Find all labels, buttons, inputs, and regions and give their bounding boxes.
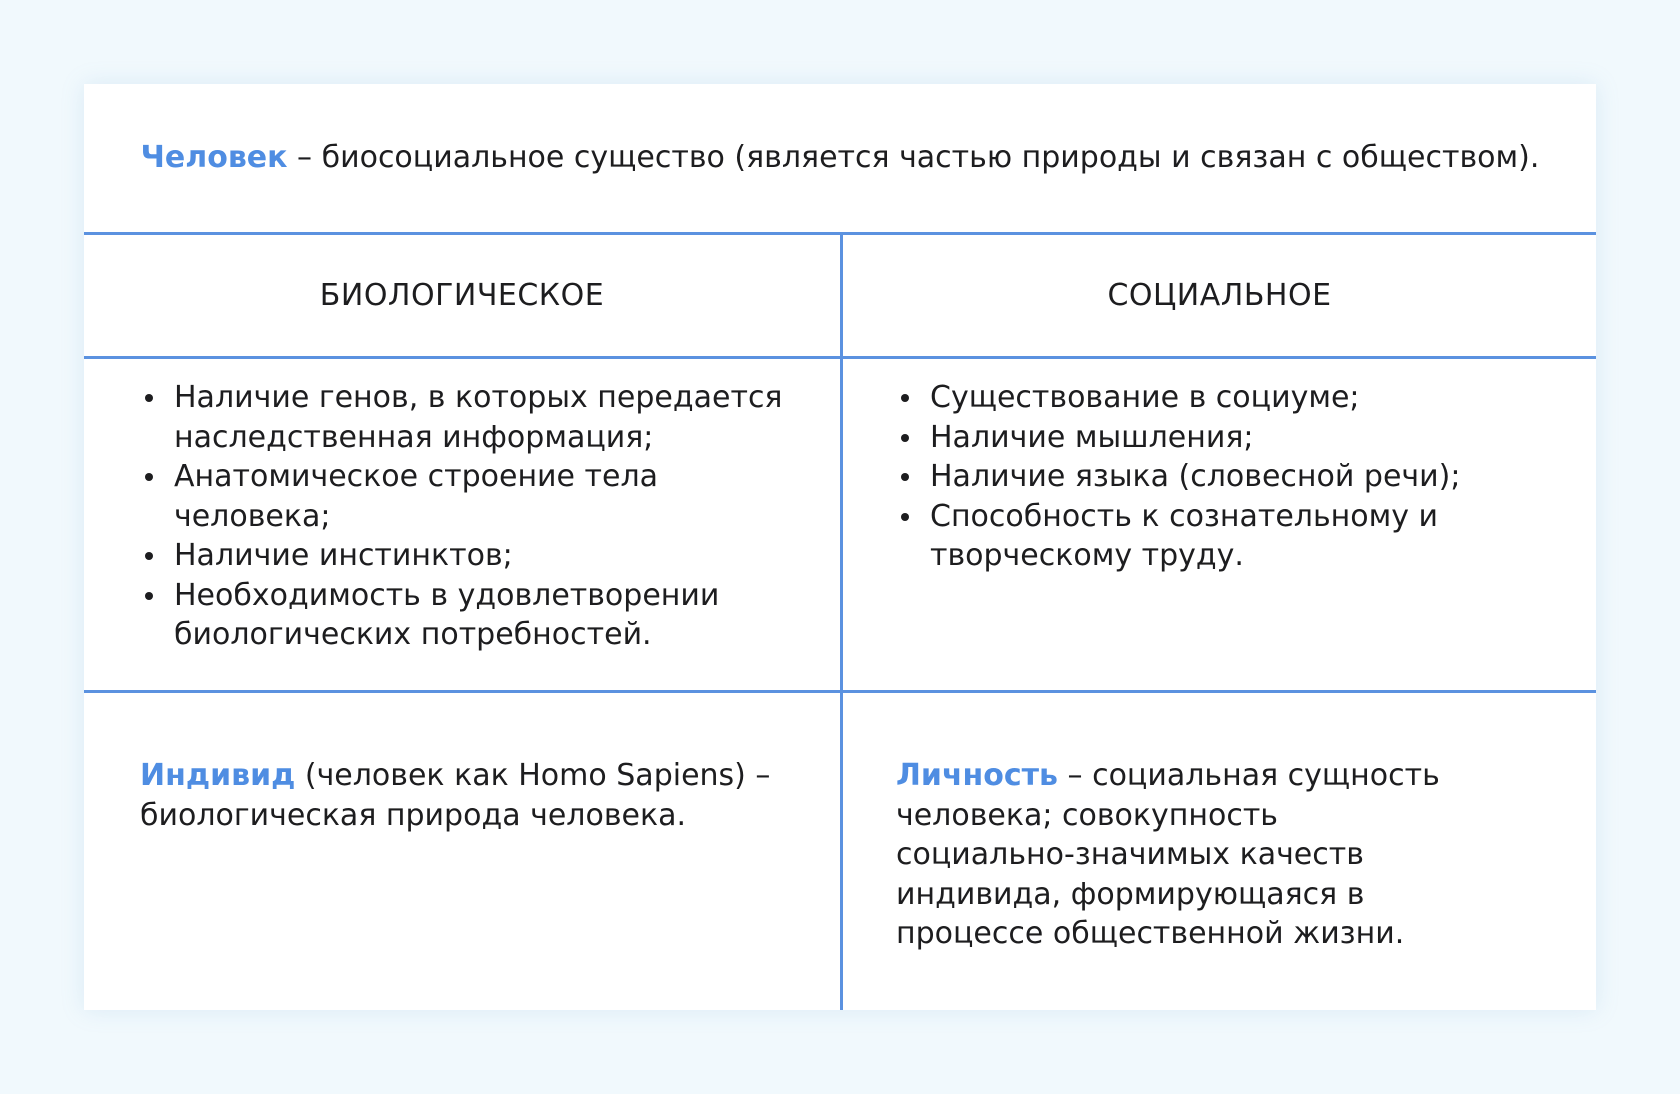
- personality-term: Личность: [896, 758, 1059, 793]
- list-item: Наличие языка (словесной речи);: [898, 457, 1558, 497]
- list-item: Наличие генов, в которых передается наследственная информация;: [142, 378, 802, 457]
- definition-row: [84, 84, 1596, 232]
- list-item: Наличие инстинктов;: [142, 536, 802, 576]
- social-list: [898, 378, 1558, 576]
- individual-term: Индивид: [140, 758, 296, 793]
- definition-text: [141, 138, 1540, 178]
- biological-list: [142, 378, 802, 655]
- list-item: Анатомическое строение тела человека;: [142, 457, 802, 536]
- definition-term: Человек: [140, 140, 288, 175]
- header-biological: БИОЛОГИЧЕСКОЕ: [319, 278, 605, 313]
- list-item: Существование в социуме;: [898, 378, 1558, 418]
- personality-text: – социальная сущность человека; совокупность социально-значимых качеств индивида, формирующаяся в процессе общественной жизни.: [896, 758, 1440, 951]
- list-item: Необходимость в удовлетворении биологических потребностей.: [142, 576, 802, 655]
- individual-text: (человек как Homo Sapiens) – биологическая природа человека.: [140, 758, 771, 833]
- comparison-table: [84, 84, 1596, 1010]
- definition-body: – биосоциальное существо (является частью природы и связан с обществом).: [287, 140, 1540, 175]
- list-item: Наличие мышления;: [898, 418, 1558, 458]
- personality-definition: [896, 756, 1466, 954]
- individual-definition: [140, 756, 780, 835]
- list-item: Способность к сознательному и творческому труду.: [898, 497, 1558, 576]
- header-social: СОЦИАЛЬНОЕ: [1107, 278, 1332, 313]
